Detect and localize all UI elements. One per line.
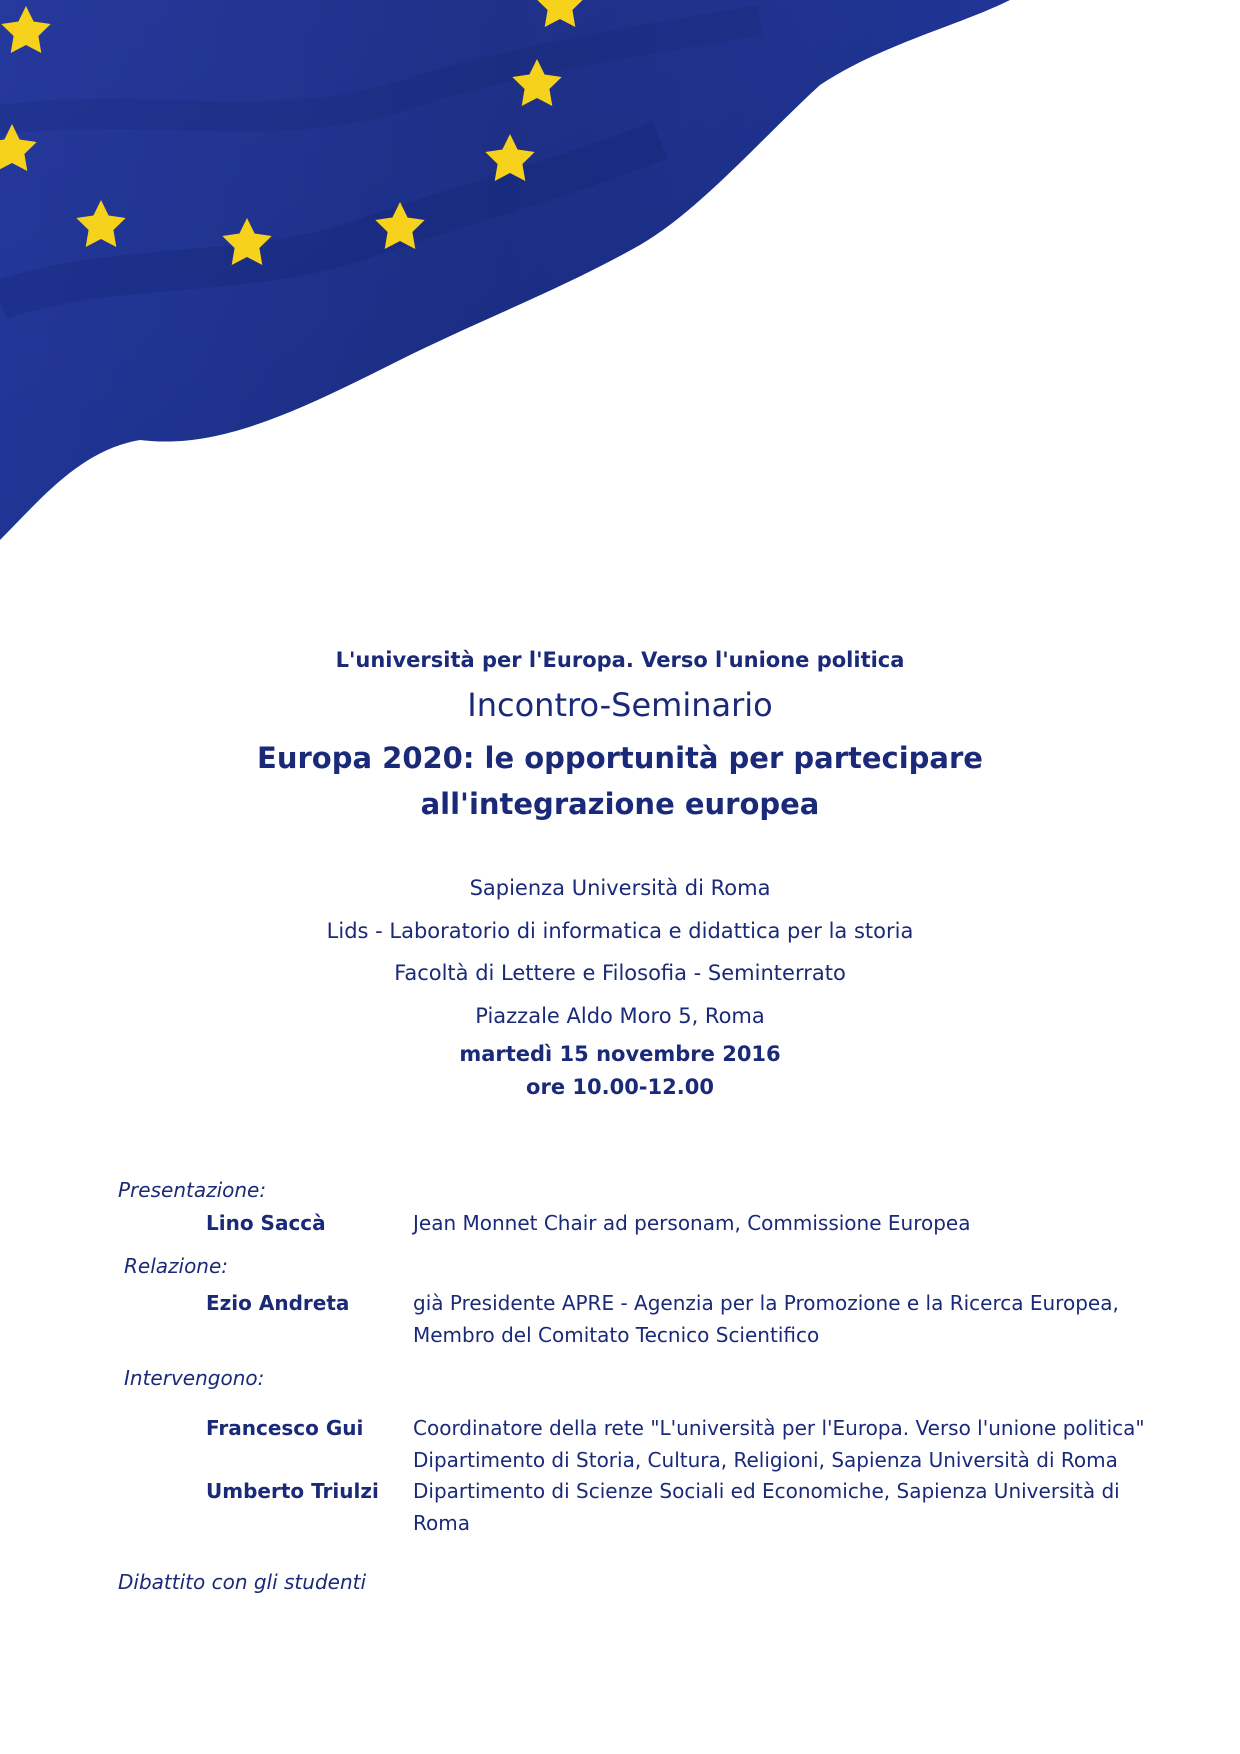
speaker-description-line: già Presidente APRE - Agenzia per la Promozione e la Ricerca Europea, xyxy=(413,1291,1119,1315)
venue xyxy=(0,867,1240,1037)
speaker-description-line: Dipartimento di Storia, Cultura, Religioni, Sapienza Università di Roma xyxy=(413,1448,1118,1472)
speaker-description xyxy=(413,1287,1213,1351)
schedule xyxy=(0,1038,1240,1104)
speaker-description xyxy=(413,1207,1213,1239)
eu-flag-icon xyxy=(0,0,1240,560)
speaker-description-line: Membro del Comitato Tecnico Scientifico xyxy=(413,1323,820,1347)
section-label-dibattito: Dibattito con gli studenti xyxy=(118,1570,367,1594)
event-title-line1: Europa 2020: le opportunità per partecipare xyxy=(257,741,983,775)
speaker-description-line: Dipartimento di Scienze Sociali ed Economiche, Sapienza Università di xyxy=(413,1479,1120,1503)
event-time: ore 10.00-12.00 xyxy=(526,1075,714,1099)
speaker-name: Francesco Gui xyxy=(206,1416,364,1440)
speaker-name: Ezio Andreta xyxy=(206,1291,350,1315)
speaker-name: Lino Saccà xyxy=(206,1211,326,1235)
venue-line3: Facoltà di Lettere e Filosofia - Seminterrato xyxy=(394,961,846,985)
event-type: Incontro-Seminario xyxy=(467,686,773,724)
section-label-relazione: Relazione: xyxy=(124,1254,229,1278)
section-label-presentazione: Presentazione: xyxy=(118,1178,267,1202)
event-title-line2: all'integrazione europea xyxy=(420,787,820,821)
venue-line4: Piazzale Aldo Moro 5, Roma xyxy=(475,1003,765,1028)
speaker-name: Umberto Triulzi xyxy=(206,1479,379,1503)
section-label-intervengono: Intervengono: xyxy=(124,1366,265,1390)
speaker-description-line: Coordinatore della rete "L'università per l'Europa. Verso l'unione politica" xyxy=(413,1416,1145,1440)
event-title xyxy=(0,735,1240,827)
venue-line2: Lids - Laboratorio di informatica e didattica per la storia xyxy=(326,918,914,943)
speaker-description xyxy=(413,1412,1213,1476)
series-title: L'università per l'Europa. Verso l'unione politica xyxy=(335,648,905,672)
venue-line1: Sapienza Università di Roma xyxy=(469,876,771,900)
event-date: martedì 15 novembre 2016 xyxy=(459,1042,781,1066)
speaker-description xyxy=(413,1475,1213,1539)
speaker-description-line: Jean Monnet Chair ad personam, Commissione Europea xyxy=(413,1211,971,1235)
speaker-description-line: Roma xyxy=(413,1511,470,1535)
